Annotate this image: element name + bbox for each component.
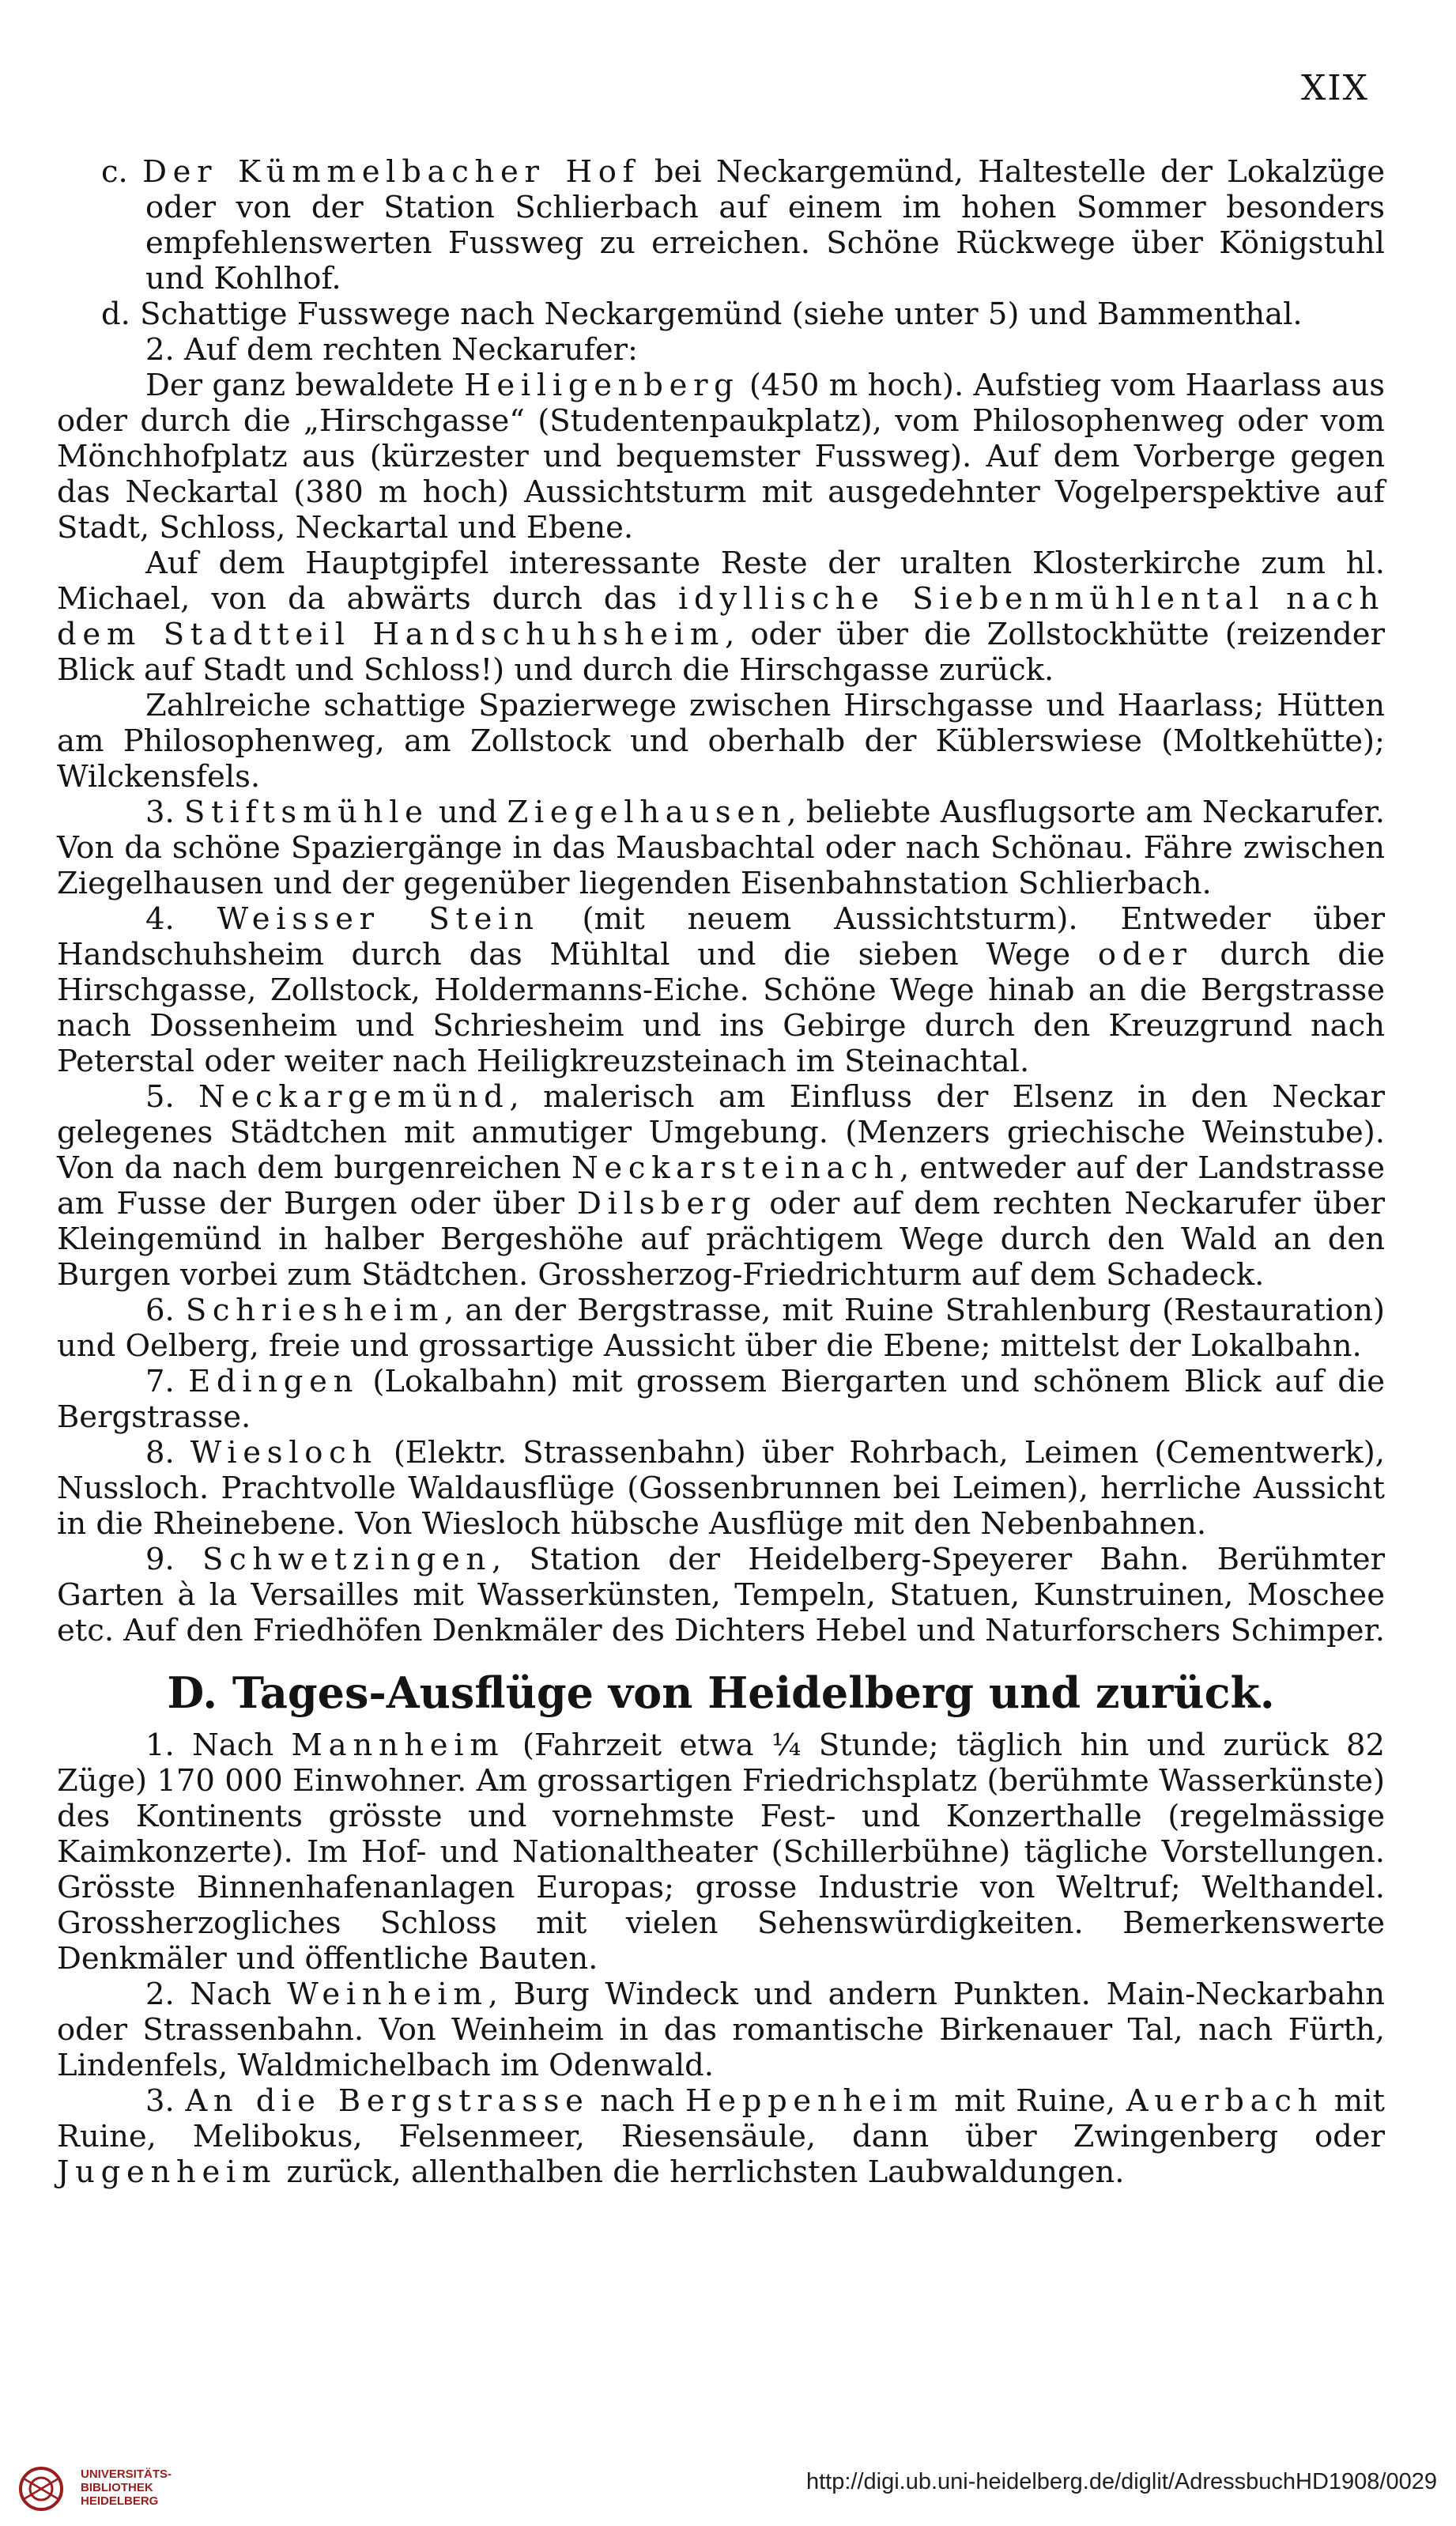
paragraph bbox=[57, 1542, 1385, 1648]
paragraph bbox=[57, 795, 1385, 901]
list-item bbox=[57, 154, 1385, 296]
text-run: Der ganz bewaldete bbox=[145, 368, 465, 403]
library-name-line: HEIDELBERG bbox=[81, 2494, 159, 2508]
emphasized-text: Schwetzingen bbox=[202, 1542, 492, 1577]
text-run: Zahlreiche schattige Spazierwege zwischen Hirschgasse und Haarlass; Hütten am Philosophenweg, am Zollstock und oberhalb der Küblerswiese (Moltkehütte); Wilckensfels. bbox=[57, 688, 1385, 795]
emphasized-text: Heiligenberg bbox=[464, 368, 740, 403]
library-logo bbox=[14, 2461, 204, 2517]
text-run: (450 m hoch). Aufstieg vom Haarlass aus oder durch die „Hirschgasse“ (Studentenpaukplatz), vom Philosophenweg oder vom Mönchhofplatz aus (kürzester und bequemster Fussweg). Auf dem Vorberge gegen das Neckartal (380 m hoch) Aussichtsturm mit ausgedehnter Vogelperspektive auf Stadt, Schloss, Neckartal und Ebene. bbox=[57, 368, 1385, 546]
emphasized-text: Ziegelhausen bbox=[507, 795, 787, 830]
emphasized-text: nach dem Stadtteil Handschuhsheim bbox=[57, 581, 1385, 652]
text-run: (mit neuem Aussichtsturm). Entweder über Handschuhsheim durch das Mühltal und die sieben Wege bbox=[57, 901, 1385, 972]
text-run: , oder über die Zollstockhütte (reizender Blick auf Stadt und Schloss!) und durch die Hirschgasse zurück. bbox=[57, 617, 1385, 688]
text-run: durch die Hirschgasse, Zollstock, Holdermanns-Eiche. Schöne Wege hinab an die Bergstrasse nach Dossenheim und Schriesheim und ins Gebirge durch den Kreuzgrund nach Peterstal oder weiter nach Heiligkreuzsteinach im Steinachtal. bbox=[57, 937, 1385, 1079]
source-url[interactable]: http://digi.ub.uni-heidelberg.de/diglit/AdressbuchHD1908/0029 bbox=[805, 2469, 1437, 2494]
emphasized-text: Jugenheim bbox=[57, 2154, 277, 2190]
emphasized-text: Mannheim bbox=[291, 1727, 505, 1763]
body-text bbox=[57, 154, 1385, 2190]
text-run: 3. bbox=[145, 2083, 186, 2119]
text-run: 5. bbox=[145, 1079, 199, 1115]
text-run: , an der Bergstrasse, mit Ruine Strahlenburg (Restauration) und Oelberg, freie und grossartige Aussicht über die Ebene; mittelst der Lokalbahn. bbox=[57, 1293, 1385, 1364]
text-run: (Fahrzeit etwa ¼ Stunde; täglich hin und zurück 82 Züge) 170 000 Einwohner. Am grossartigen Friedrichsplatz (berühmte Wasserkünste) des Kontinents grösste und vornehmste Fest- und Konzerthalle (regelmässige Kaimkonzerte). Im Hof- und Nationaltheater (Schillerbühne) tägliche Vorstellungen. Grösste Binnenhafenanlagen Europas; grosse Industrie von Weltruf; Welthandel. Grossherzogliches Schloss mit vielen Sehenswürdigkeiten. Bemerkenswerte Denkmäler und öffentliche Bauten. bbox=[57, 1727, 1385, 1977]
library-name-line: BIBLIOTHEK bbox=[81, 2481, 153, 2494]
library-name-line: UNIVERSITÄTS- bbox=[81, 2467, 172, 2481]
emphasized-text: Der Kümmelbacher Hof bbox=[142, 154, 640, 190]
emphasized-text: Dilsberg bbox=[577, 1186, 757, 1221]
emphasized-text: Edingen bbox=[188, 1364, 360, 1399]
page-number: XIX bbox=[1300, 68, 1369, 108]
paragraph bbox=[57, 1079, 1385, 1293]
paragraph bbox=[57, 546, 1385, 688]
emphasized-text: Auerbach bbox=[1126, 2083, 1324, 2119]
text-run: nach bbox=[589, 2083, 685, 2119]
paragraph bbox=[57, 1977, 1385, 2083]
emphasized-text: Weisser Stein bbox=[217, 901, 540, 937]
paragraph bbox=[57, 1364, 1385, 1435]
text-run: oder auf dem rechten Neckarufer über Kleingemünd in halber Bergeshöhe auf prächtigem Wege durch den Wald an den Burgen vorbei zum Städtchen. Grossherzog-Friedrichturm auf dem Schadeck. bbox=[57, 1186, 1386, 1293]
emphasized-text: Neckarsteinach bbox=[571, 1150, 900, 1186]
emphasized-text: Weinheim bbox=[287, 1977, 488, 2012]
paragraph bbox=[57, 1435, 1385, 1542]
paragraph bbox=[57, 332, 1385, 368]
page-footer bbox=[0, 2439, 1456, 2526]
text-run: Auf dem Hauptgipfel interessante Reste der uralten Klosterkirche zum hl. Michael, von da abwärts durch das bbox=[57, 546, 1385, 617]
emphasized-text: Schriesheim bbox=[185, 1293, 444, 1328]
emphasized-text: Stiftsmühle bbox=[184, 795, 429, 830]
text-run: , entweder auf der Landstrasse am Fusse der Burgen oder über bbox=[57, 1150, 1385, 1221]
paragraph bbox=[57, 901, 1385, 1079]
text-run: 2. Auf dem rechten Neckarufer: bbox=[145, 332, 638, 368]
text-run: , Station der Heidelberg-Speyerer Bahn. Berühmter Garten à la Versailles mit Wasserkünsten, Tempeln, Statuen, Kunstruinen, Moschee etc. Auf den Friedhöfen Denkmäler des Dichters Hebel und Naturforschers Schimper. bbox=[57, 1542, 1385, 1648]
text-run bbox=[1265, 581, 1286, 617]
text-run: (Lokalbahn) mit grossem Biergarten und schönem Blick auf die Bergstrasse. bbox=[57, 1364, 1385, 1435]
paragraph bbox=[57, 688, 1385, 795]
section-heading bbox=[57, 1666, 1385, 1720]
text-run: 4. bbox=[145, 901, 217, 937]
text-run: 9. bbox=[145, 1542, 202, 1577]
text-run: d. Schattige Fusswege nach Neckargemünd (siehe unter 5) und Bammenthal. bbox=[101, 296, 1303, 332]
text-run: mit Ruine, Melibokus, Felsenmeer, Riesensäule, dann über Zwingenberg oder bbox=[57, 2083, 1386, 2154]
text-run: 1. Nach bbox=[145, 1727, 292, 1763]
paragraph bbox=[57, 1727, 1385, 1977]
list-item bbox=[57, 296, 1385, 332]
text-run: 2. Nach bbox=[145, 1977, 288, 2012]
library-seal-icon bbox=[14, 2461, 70, 2517]
text-run: 8. bbox=[145, 1435, 190, 1471]
text-run: , beliebte Ausflugsorte am Neckarufer. Von da schöne Spaziergänge in das Mausbachtal oder nach Schönau. Fähre zwischen Ziegelhausen und der gegenüber liegenden Eisenbahnstation Schlierbach. bbox=[57, 795, 1385, 901]
text-run: c. bbox=[101, 154, 143, 190]
emphasized-text: Heppenheim bbox=[685, 2083, 944, 2119]
text-run: mit Ruine, bbox=[943, 2083, 1126, 2119]
text-run: 3. bbox=[145, 795, 185, 830]
text-run: und bbox=[428, 795, 507, 830]
paragraph bbox=[57, 368, 1385, 546]
text-run: , Burg Windeck und andern Punkten. Main-Neckarbahn oder Strassenbahn. Von Weinheim in das romantische Birkenauer Tal, nach Fürth, Lindenfels, Waldmichelbach im Odenwald. bbox=[57, 1977, 1385, 2083]
emphasized-text: Neckargemünd bbox=[198, 1079, 510, 1115]
emphasized-text: An die Bergstrasse bbox=[185, 2083, 590, 2119]
text-run: 6. bbox=[145, 1293, 186, 1328]
text-run: zurück, allenthalben die herrlichsten Laubwaldungen. bbox=[277, 2154, 1125, 2190]
emphasized-text: oder bbox=[1097, 937, 1193, 972]
paragraph bbox=[57, 2083, 1385, 2190]
text-run: 7. bbox=[145, 1364, 189, 1399]
paragraph bbox=[57, 1293, 1385, 1364]
emphasized-text: Wiesloch bbox=[190, 1435, 378, 1471]
text-run: bei Neckargemünd, Haltestelle der Lokalzüge oder von der Station Schlierbach auf einem im hohen Sommer besonders empfehlenswerten Fussweg zu erreichen. Schöne Rückwege über Königstuhl und Kohlhof. bbox=[145, 154, 1385, 296]
text-run: , malerisch am Einfluss der Elsenz in den Neckar gelegenes Städtchen mit anmutiger Umgebung. (Menzers griechische Weinstube). Von da nach dem burgenreichen bbox=[57, 1079, 1385, 1186]
library-name bbox=[81, 2467, 172, 2508]
emphasized-text: idyllische Siebenmühlental bbox=[678, 581, 1266, 617]
text-run: D. Tages-Ausflüge von Heidelberg und zurück. bbox=[167, 1667, 1275, 1718]
text-run: (Elektr. Strassenbahn) über Rohrbach, Leimen (Cementwerk), Nussloch. Prachtvolle Waldausflüge (Gossenbrunnen bei Leimen), herrliche Aussicht in die Rheinebene. Von Wiesloch hübsche Ausflüge mit den Nebenbahnen. bbox=[57, 1435, 1385, 1542]
